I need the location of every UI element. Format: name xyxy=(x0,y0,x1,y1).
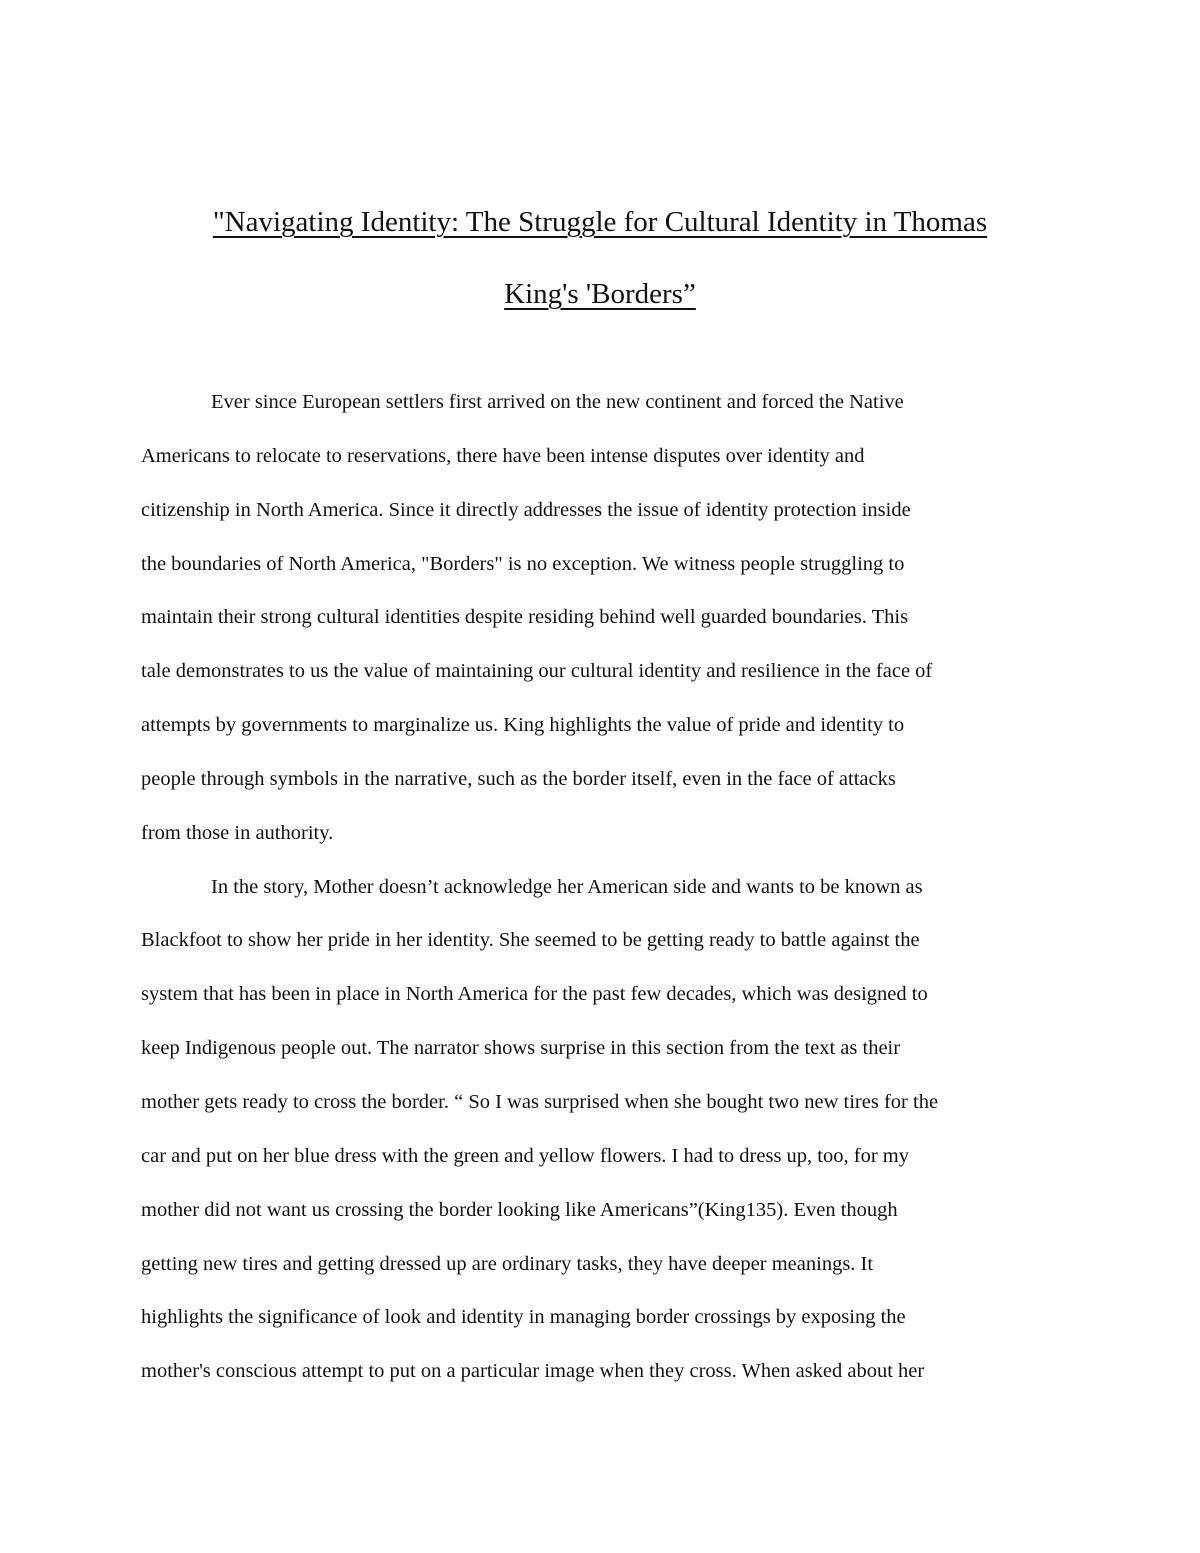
paragraph-line: the boundaries of North America, "Borders" is no exception. We witness people struggling to xyxy=(141,552,905,575)
paragraph-line: attempts by governments to marginalize us. King highlights the value of pride and identity to xyxy=(141,714,905,737)
paragraph-line: mother did not want us crossing the border looking like Americans”(King135). Even though xyxy=(141,1198,898,1221)
paragraph-line: maintain their strong cultural identities despite residing behind well guarded boundaries. This xyxy=(141,606,909,629)
paragraph-line: tale demonstrates to us the value of maintaining our cultural identity and resilience in the face of xyxy=(141,660,933,683)
essay-body xyxy=(141,384,1071,1407)
paragraph-line: Americans to relocate to reservations, there have been intense disputes over identity and xyxy=(141,444,865,467)
paragraph-line: keep Indigenous people out. The narrator shows surprise in this section from the text as their xyxy=(141,1037,901,1060)
paragraph-line: mother gets ready to cross the border. “ So I was surprised when she bought two new tires for the xyxy=(141,1090,939,1113)
title-line: King's 'Borders” xyxy=(504,278,696,310)
paragraph-line: people through symbols in the narrative, such as the border itself, even in the face of attacks xyxy=(141,767,896,790)
title-line: "Navigating Identity: The Struggle for Cultural Identity in Thomas xyxy=(212,206,988,238)
essay-title xyxy=(100,186,1100,330)
paragraph-line: mother's conscious attempt to put on a particular image when they cross. When asked about her xyxy=(141,1360,925,1383)
paragraph-line: Ever since European settlers first arrived on the new continent and forced the Native xyxy=(211,391,904,413)
paragraph-line: car and put on her blue dress with the green and yellow flowers. I had to dress up, too, for my xyxy=(141,1144,909,1167)
paragraph-line: In the story, Mother doesn’t acknowledge her American side and wants to be known as xyxy=(211,875,923,898)
paragraph-line: from those in authority. xyxy=(141,821,334,844)
paragraph-line: getting new tires and getting dressed up are ordinary tasks, they have deeper meanings. It xyxy=(141,1252,874,1275)
paragraph-line: Blackfoot to show her pride in her identity. She seemed to be getting ready to battle against the xyxy=(141,929,920,952)
paragraph-line: system that has been in place in North America for the past few decades, which was designed to xyxy=(141,983,928,1006)
paragraph-line: highlights the significance of look and identity in managing border crossings by exposing the xyxy=(141,1306,906,1329)
paragraph-line: citizenship in North America. Since it directly addresses the issue of identity protection inside xyxy=(141,498,911,521)
